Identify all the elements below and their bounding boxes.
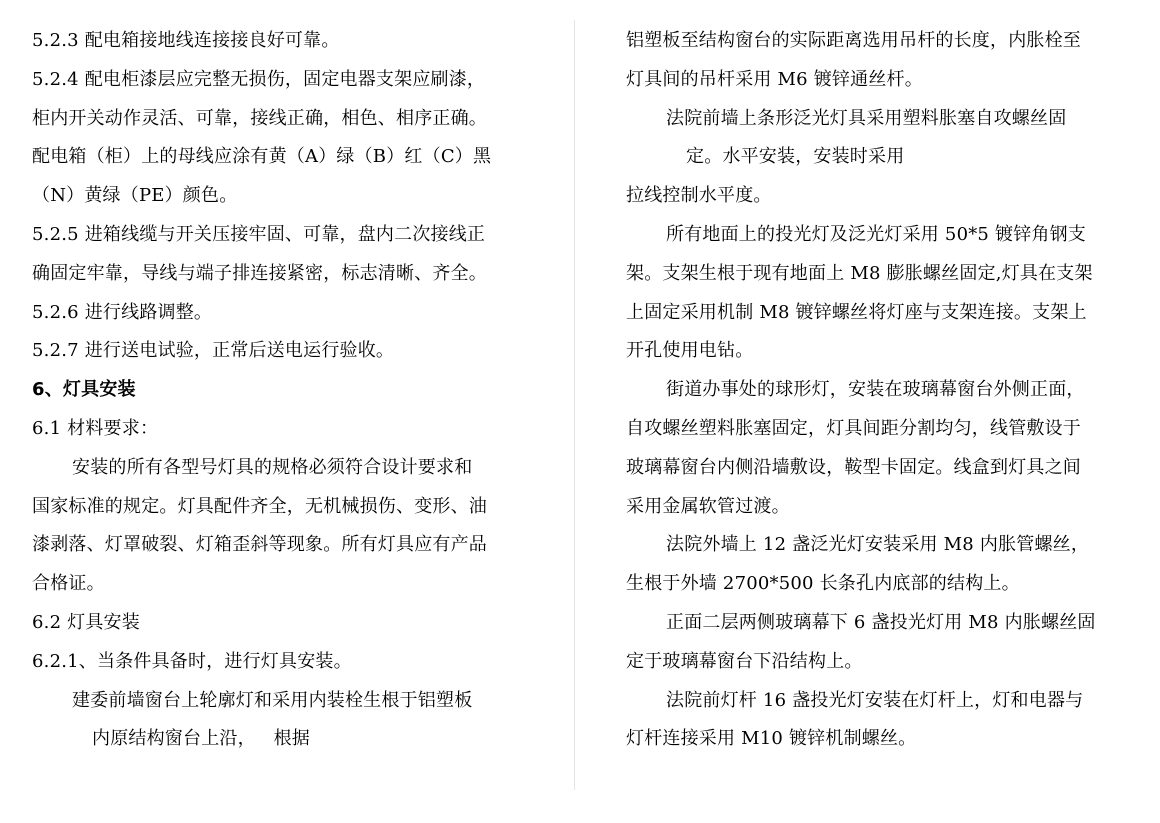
text-line: 铝塑板至结构窗台的实际距离选用吊杆的长度，内胀栓至 — [626, 30, 1081, 51]
paragraph-first-line: 法院外墙上 12 盏泛光灯安装采用 M8 内胀管螺丝， — [666, 534, 1090, 556]
paragraph-first-line: 建委前墙窗台上轮廓灯和采用内装栓生根于铝塑板 — [72, 689, 473, 711]
text-line: 内原结构窗台上沿， 根据 — [92, 728, 310, 750]
text-line-5-2-5: 5.2.5 进箱线缆与开关压接牢固、可靠，盘内二次接线正 — [32, 223, 486, 245]
text-line: 开孔使用电钻。 — [626, 340, 754, 362]
text-line: 漆剥落、灯罩破裂、灯箱歪斜等现象。所有灯具应有产品 — [32, 534, 487, 556]
text-line-5-2-3: 5.2.3 配电箱接地线连接接良好可靠。 — [32, 30, 340, 51]
text-line-5-2-7: 5.2.7 进行送电试验，正常后送电运行验收。 — [32, 340, 395, 362]
left-column — [32, 22, 532, 759]
text-line: 国家标准的规定。灯具配件齐全，无机械损伤、变形、油 — [32, 495, 487, 517]
text-line: 拉线控制水平度。 — [626, 185, 772, 207]
paragraph-first-line: 法院前灯杆 16 盏投光灯安装在灯杆上，灯和电器与 — [666, 689, 1084, 711]
paragraph-first-line: 街道办事处的球形灯，安装在玻璃幕窗台外侧正面， — [666, 379, 1085, 401]
text-line-5-2-6: 5.2.6 进行线路调整。 — [32, 301, 213, 323]
text-line: 灯杆连接采用 M10 镀锌机制螺丝。 — [626, 728, 917, 750]
text-line: 上固定采用机制 M8 镀锌螺丝将灯座与支架连接。支架上 — [626, 301, 1087, 323]
column-divider — [574, 20, 575, 790]
text-line: （N）黄绿（PE）颜色。 — [32, 185, 238, 207]
text-line: 确固定牢靠，导线与端子排连接紧密，标志清晰、齐全。 — [32, 262, 487, 284]
text-line: 合格证。 — [32, 573, 105, 595]
paragraph-first-line: 所有地面上的投光灯及泛光灯采用 50*5 镀锌角钢支 — [666, 223, 1086, 245]
text-line: 灯具间的吊杆采用 M6 镀锌通丝杆。 — [626, 68, 923, 90]
text-line: 采用金属软管过渡。 — [626, 495, 790, 517]
section-heading: 6、灯具安装 — [32, 379, 136, 401]
text-line: 架。支架生根于现有地面上 M8 膨胀螺丝固定,灯具在支架 — [626, 262, 1093, 284]
subsection-title-6-1: 6.1 材料要求： — [32, 417, 159, 439]
text-line: 定。水平安装，安装时采用 — [686, 146, 905, 168]
paragraph-first-line: 法院前墙上条形泛光灯具采用塑料胀塞自攻螺丝固 — [666, 107, 1067, 129]
text-line: 定于玻璃幕窗台下沿结构上。 — [626, 650, 863, 672]
text-line: 柜内开关动作灵活、可靠，接线正确，相色、相序正确。 — [32, 107, 487, 129]
text-line: 自攻螺丝塑料胀塞固定，灯具间距分割均匀，线管敷设于 — [626, 417, 1081, 439]
subsection-title-6-2: 6.2 灯具安装 — [32, 611, 140, 633]
text-line-5-2-4: 5.2.4 配电柜漆层应完整无损伤，固定电器支架应刷漆， — [32, 68, 486, 90]
text-line-6-2-1: 6.2.1、当条件具备时，进行灯具安装。 — [32, 650, 352, 672]
text-line: 配电箱（柜）上的母线应涂有黄（A）绿（B）红（C）黑 — [32, 146, 492, 168]
right-column — [626, 22, 1126, 759]
text-line: 玻璃幕窗台内侧沿墙敷设，鞍型卡固定。线盒到灯具之间 — [626, 456, 1081, 478]
text-line: 生根于外墙 2700*500 长条孔内底部的结构上。 — [626, 573, 1020, 595]
paragraph-first-line: 安装的所有各型号灯具的规格必须符合设计要求和 — [72, 456, 473, 478]
paragraph-first-line: 正面二层两侧玻璃幕下 6 盏投光灯用 M8 内胀螺丝固 — [666, 611, 1096, 633]
